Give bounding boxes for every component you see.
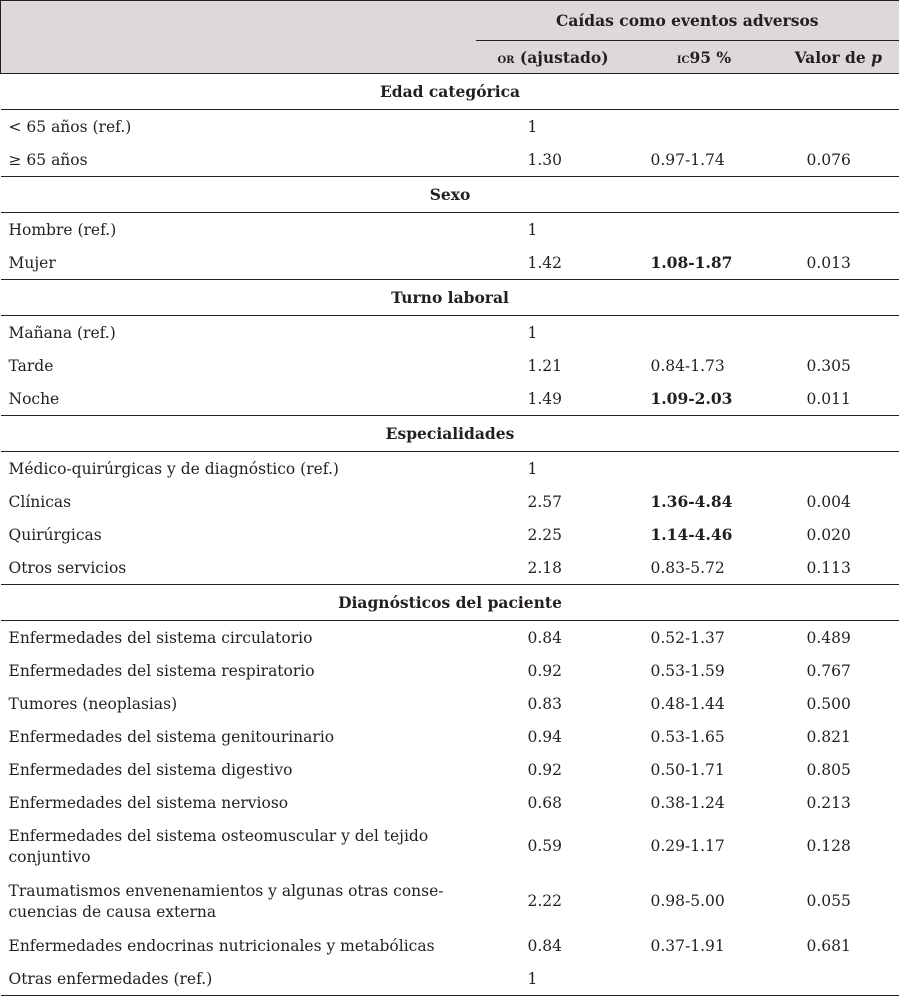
row-label: Médico-quirúrgicas y de diagnóstico (ref.) [1,452,476,486]
section-header-row [1,416,899,452]
row-ic95: 0.84-1.73 [631,349,778,382]
row-ic95: 0.29-1.17 [631,819,778,874]
row-or: 0.92 [476,654,631,687]
row-p-value: 0.004 [778,485,899,518]
row-label-line: Enfermedades del sistema osteomuscular y del tejido [9,826,476,847]
row-or: 2.57 [476,485,631,518]
row-or: 0.59 [476,819,631,874]
row-ic95: 0.97-1.74 [631,143,778,177]
row-p-value [778,110,899,144]
section-title: Diagnósticos del paciente [1,585,899,621]
table-row [1,753,899,786]
row-or: 0.84 [476,929,631,962]
row-label: Mañana (ref.) [1,316,476,350]
section-header-row [1,585,899,621]
header-ic-suffix: 95 % [689,48,731,67]
section-title: Especialidades [1,416,899,452]
row-p-value: 0.821 [778,720,899,753]
row-label: Mujer [1,246,476,280]
row-p-value: 0.489 [778,621,899,655]
row-or: 1 [476,962,631,996]
row-ic95 [631,485,778,518]
row-p-value: 0.805 [778,753,899,786]
row-or: 0.83 [476,687,631,720]
row-p-value: 0.305 [778,349,899,382]
header-ic [631,41,778,74]
row-or: 1.42 [476,246,631,280]
row-label: Otros servicios [1,551,476,585]
row-label-line: conjuntivo [9,847,476,868]
header-empty-cell [1,1,476,41]
table-row [1,316,899,350]
row-label-line: cuencias de causa externa [9,902,476,923]
row-label: Clínicas [1,485,476,518]
table-row [1,874,899,929]
row-ic95 [631,246,778,280]
row-label: Enfermedades del sistema digestivo [1,753,476,786]
row-label: < 65 años (ref.) [1,110,476,144]
row-label: Enfermedades del sistema respiratorio [1,654,476,687]
row-p-value: 0.213 [778,786,899,819]
row-ic95 [631,518,778,551]
row-label [1,819,476,874]
row-p-value: 0.681 [778,929,899,962]
row-p-value: 0.055 [778,874,899,929]
table-row [1,452,899,486]
row-label: Hombre (ref.) [1,213,476,247]
row-ic95: 0.83-5.72 [631,551,778,585]
row-or: 0.92 [476,753,631,786]
table-row [1,654,899,687]
table-row [1,518,899,551]
row-label [1,874,476,929]
row-ic95: 0.38-1.24 [631,786,778,819]
header-p-var: p [871,48,882,67]
table-row [1,349,899,382]
row-p-value: 0.011 [778,382,899,416]
row-ic95: 0.53-1.59 [631,654,778,687]
section-title: Sexo [1,177,899,213]
row-label: Otras enfermedades (ref.) [1,962,476,996]
table-row [1,621,899,655]
table-row [1,382,899,416]
row-p-value: 0.128 [778,819,899,874]
row-or: 0.84 [476,621,631,655]
table-row [1,929,899,962]
table-row [1,962,899,996]
table-row [1,720,899,753]
header-row-group [1,1,899,41]
row-label: Enfermedades endocrinas nutricionales y metabólicas [1,929,476,962]
table-row [1,687,899,720]
row-label: Enfermedades del sistema circulatorio [1,621,476,655]
row-ic95 [631,110,778,144]
section-header-row [1,74,899,110]
table-row [1,551,899,585]
row-ic95-significant: 1.14-4.46 [651,525,733,544]
row-ic95 [631,382,778,416]
row-p-value: 0.076 [778,143,899,177]
row-p-value: 0.500 [778,687,899,720]
row-label: Enfermedades del sistema genitourinario [1,720,476,753]
table-row [1,143,899,177]
row-or: 2.22 [476,874,631,929]
row-or: 1 [476,452,631,486]
table-row [1,213,899,247]
header-p [778,41,899,74]
section-header-row [1,177,899,213]
row-or: 1 [476,316,631,350]
row-or: 0.68 [476,786,631,819]
row-p-value: 0.113 [778,551,899,585]
row-or: 1.21 [476,349,631,382]
row-ic95: 0.37-1.91 [631,929,778,962]
row-or: 1.49 [476,382,631,416]
header-or-abbr: or [497,51,514,67]
row-or: 1.30 [476,143,631,177]
section-title: Turno laboral [1,280,899,316]
header-or [476,41,631,74]
row-p-value [778,316,899,350]
row-p-value: 0.020 [778,518,899,551]
row-ic95-significant: 1.09-2.03 [651,389,733,408]
table-row [1,110,899,144]
row-label: Quirúrgicas [1,518,476,551]
row-or: 2.18 [476,551,631,585]
row-ic95: 0.50-1.71 [631,753,778,786]
row-p-value [778,213,899,247]
row-ic95 [631,316,778,350]
row-ic95: 0.53-1.65 [631,720,778,753]
header-row-columns [1,41,899,74]
row-p-value [778,962,899,996]
row-or: 2.25 [476,518,631,551]
row-or: 1 [476,213,631,247]
row-ic95: 0.48-1.44 [631,687,778,720]
row-ic95: 0.52-1.37 [631,621,778,655]
row-p-value [778,452,899,486]
row-ic95-significant: 1.08-1.87 [651,253,733,272]
table-row [1,786,899,819]
row-label: Enfermedades del sistema nervioso [1,786,476,819]
row-label: Noche [1,382,476,416]
section-header-row [1,280,899,316]
row-or: 1 [476,110,631,144]
header-group-title: Caídas como eventos adversos [476,1,899,41]
table-body [1,74,899,996]
row-label-line: Traumatismos envenenamientos y algunas otras conse- [9,881,476,902]
table-row [1,819,899,874]
row-ic95: 0.98-5.00 [631,874,778,929]
row-label: Tarde [1,349,476,382]
row-ic95-significant: 1.36-4.84 [651,492,733,511]
table-row [1,485,899,518]
row-label: Tumores (neoplasias) [1,687,476,720]
table-row [1,246,899,280]
row-ic95 [631,962,778,996]
row-label: ≥ 65 años [1,143,476,177]
header-or-suffix: (ajustado) [514,48,608,67]
header-p-label: Valor de [795,48,872,67]
row-p-value: 0.767 [778,654,899,687]
header-empty-cell [1,41,476,74]
row-p-value: 0.013 [778,246,899,280]
header-ic-abbr: ic [677,51,690,67]
row-ic95 [631,452,778,486]
row-or: 0.94 [476,720,631,753]
row-ic95 [631,213,778,247]
section-title: Edad categórica [1,74,899,110]
